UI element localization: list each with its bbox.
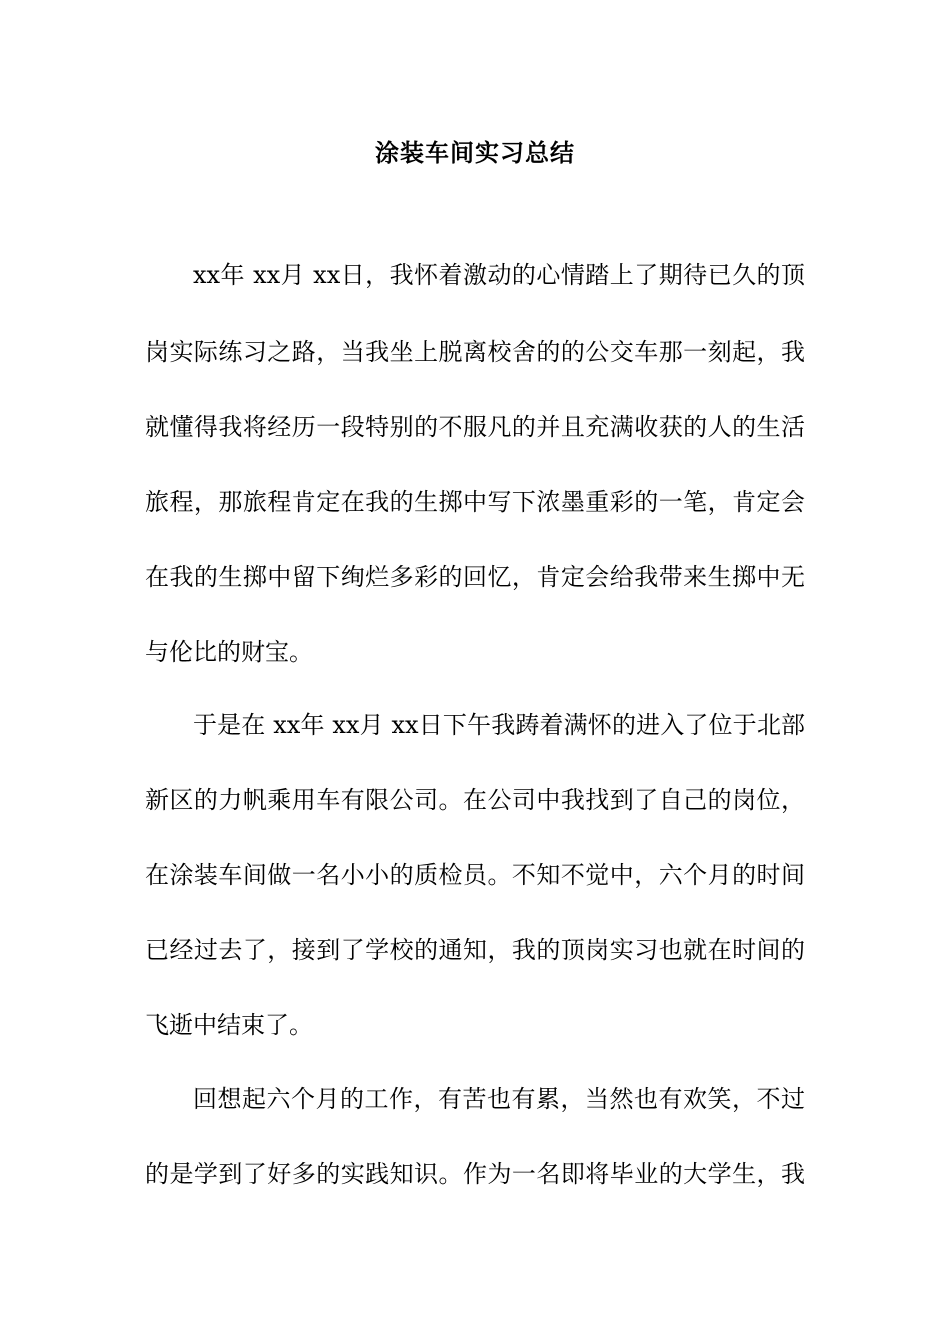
paragraph-2-line-2: 新区的力帆乘用车有限公司。在公司中我找到了自己的岗位， — [145, 786, 805, 814]
paragraph-1-line-2: 岗实际练习之路，当我坐上脱离校舍的的公交车那一刻起，我 — [145, 338, 805, 366]
paragraph-3-line-2: 的是学到了好多的实践知识。作为一名即将毕业的大学生，我 — [145, 1160, 805, 1188]
paragraph-2-line-4: 已经过去了，接到了学校的通知，我的顶岗实习也就在时间的 — [145, 936, 805, 964]
paragraph-2-line-1: 于是在 xx年 xx月 xx日下午我踌着满怀的进入了位于北部 — [193, 711, 805, 739]
paragraph-1-line-3: 就懂得我将经历一段特别的不服凡的并且充满收获的人的生活 — [145, 413, 805, 441]
paragraph-3-line-1: 回想起六个月的工作，有苦也有累，当然也有欢笑，不过 — [193, 1085, 805, 1113]
paragraph-1-line-5: 在我的生掷中留下绚烂多彩的回忆，肯定会给我带来生掷中无 — [145, 563, 805, 591]
paragraph-2-line-3: 在涂装车间做一名小小的质检员。不知不觉中，六个月的时间 — [145, 861, 805, 889]
paragraph-1-line-6: 与伦比的财宝。 — [145, 638, 313, 666]
paragraph-2-line-5: 飞逝中结束了。 — [145, 1011, 313, 1039]
paragraph-1-line-1: xx年 xx月 xx日，我怀着激动的心情踏上了期待已久的顶 — [193, 261, 805, 289]
paragraph-1-line-4: 旅程，那旅程肯定在我的生掷中写下浓墨重彩的一笔，肯定会 — [145, 488, 805, 516]
document-title: 涂装车间实习总结 — [375, 138, 575, 167]
